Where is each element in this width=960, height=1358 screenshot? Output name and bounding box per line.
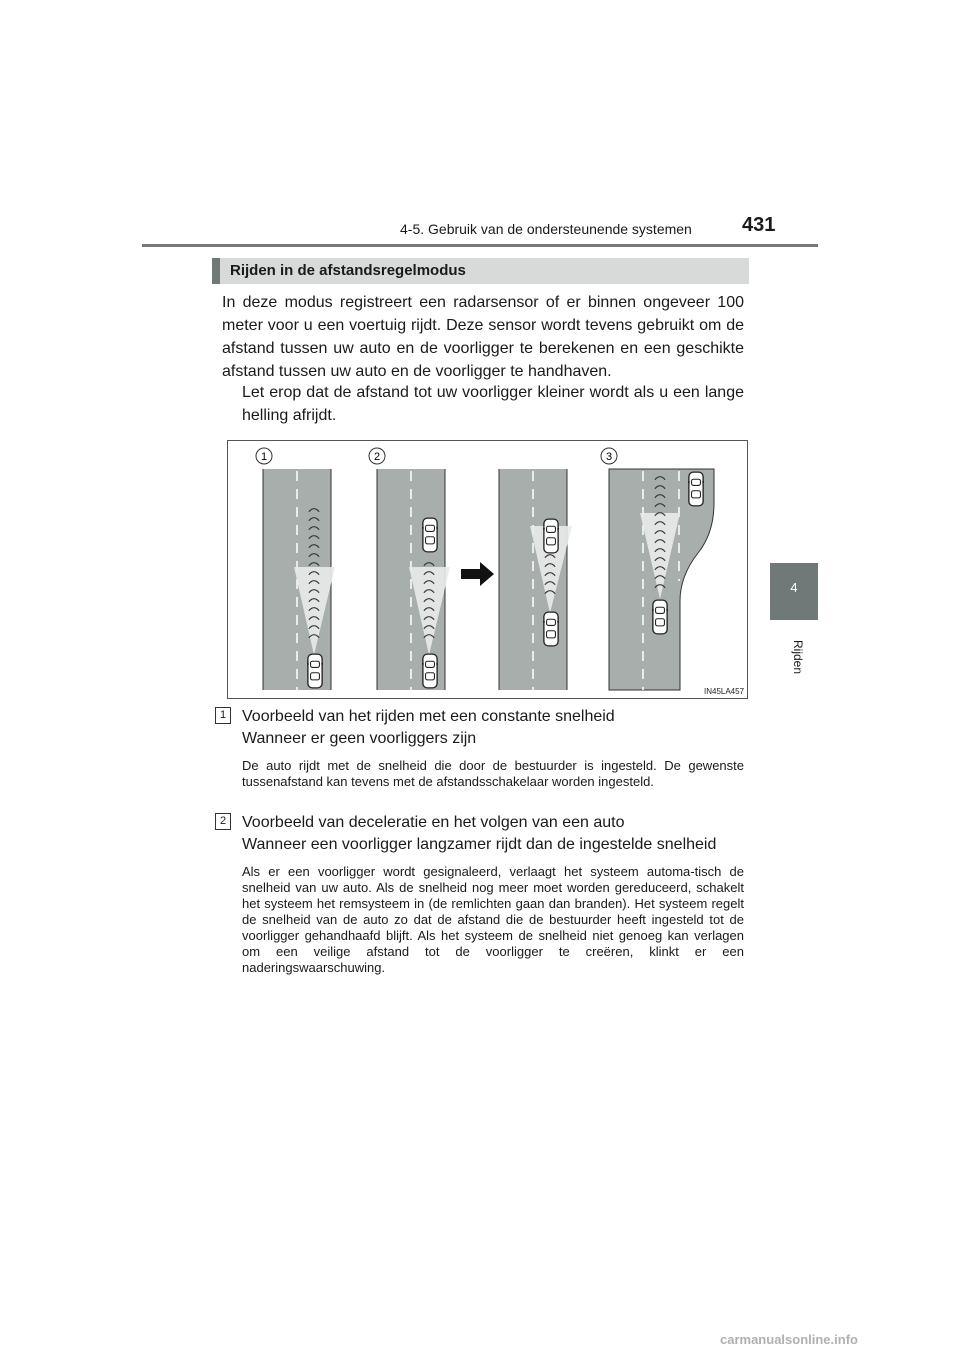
svg-text:3: 3 [605, 451, 613, 463]
own-car-1 [307, 654, 323, 688]
item-1-description: De auto rijdt met de snelheid die door de bestuurder is ingesteld. De gewenste tussenafstand kan tevens met de afstandsschakelaar worden ingesteld. [242, 758, 744, 789]
arrow-icon [461, 562, 494, 586]
figure-code: IN45LA457 [704, 687, 745, 696]
chapter-tab [770, 563, 818, 620]
chapter-title: Rijden [791, 639, 805, 675]
own-car-4 [652, 600, 668, 634]
acc-diagram [228, 441, 747, 698]
item-2-number: 2 [215, 813, 231, 830]
svg-text:2: 2 [373, 451, 381, 463]
item-1-number: 1 [215, 707, 231, 724]
chapter-label [784, 628, 808, 688]
intro-note: Let erop dat de afstand tot uw voorligger kleiner wordt als u een lange helling afrijdt. [242, 384, 744, 424]
item-2-subtitle: Wanneer een voorligger langzamer rijdt dan de ingestelde snelheid [242, 836, 717, 853]
page-number: 431 [742, 214, 776, 236]
item-1-title: Voorbeeld van het rijden met een constante snelheid [242, 708, 615, 725]
item-1 [242, 706, 744, 790]
own-car-3 [543, 612, 559, 646]
section-heading-bar [212, 258, 749, 284]
item-1-subtitle: Wanneer er geen voorliggers zijn [242, 730, 477, 747]
item-2-description: Als er een voorligger wordt gesignaleerd, verlaagt het systeem automa-tisch de snelheid van uw auto. Als de snelheid nog meer moet worden gereduceerd, schakelt het systeem het remsysteem in (de remlichten gaan dan branden). Het systeem regelt de snelheid van de auto zo dat de afstand die de bestuurder heeft ingesteld tot de voorligger gehandhaafd blijft. Als het systeem de snelheid niet genoeg kan verlagen om een veilige afstand tot de voorligger te creëren, klinkt er een naderingswaarschuwing. [242, 864, 744, 975]
item-2 [242, 812, 744, 976]
callout-3 [601, 448, 617, 464]
item-2-title: Voorbeeld van deceleratie en het volgen van een auto [242, 814, 625, 831]
chapter-number: 4 [790, 580, 798, 595]
intro-paragraph: In deze modus registreert een radarsensor of er binnen ongeveer 100 meter voor u een voertuig rijdt. Deze sensor wordt tevens gebruikt om de afstand tussen uw auto en de voorligger te berekenen en een geschikte afstand tussen uw auto en de voorligger te handhaven. [222, 294, 744, 380]
running-header-title: 4-5. Gebruik van de ondersteunende systemen [400, 221, 692, 237]
side-car-4 [688, 472, 704, 506]
own-car-2 [422, 654, 438, 688]
acc-illustration [227, 440, 748, 699]
header-divider [142, 244, 818, 247]
svg-text:1: 1 [260, 451, 268, 463]
watermark: carmanualsonline.info [720, 1332, 858, 1347]
callout-2 [369, 448, 385, 464]
section-heading: Rijden in de afstandsregelmodus [230, 262, 466, 279]
lead-car-2 [422, 518, 438, 552]
callout-1 [256, 448, 272, 464]
lead-car-3 [543, 519, 559, 553]
